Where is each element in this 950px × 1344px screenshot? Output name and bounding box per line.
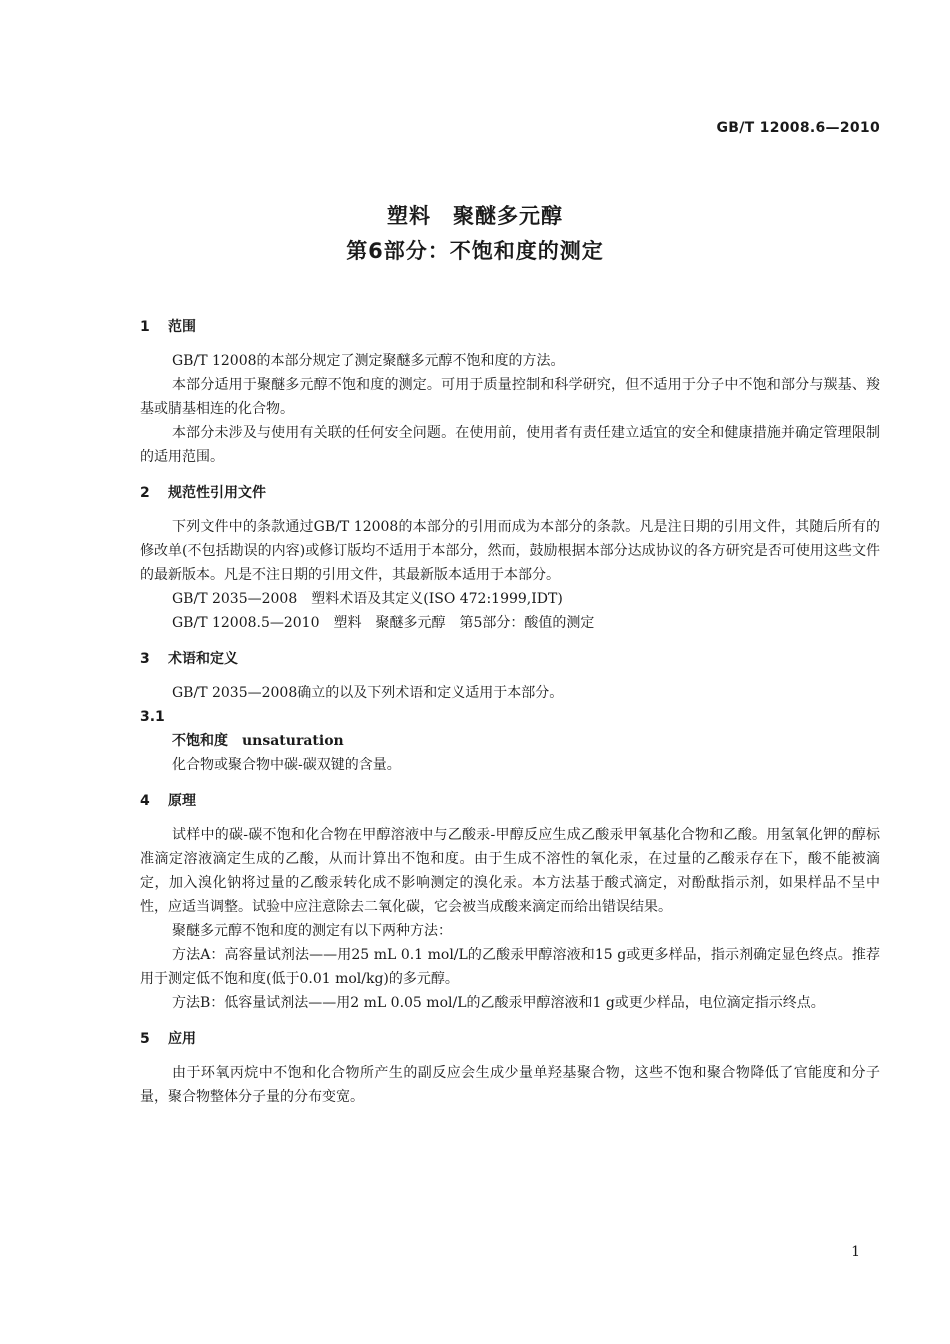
paragraph: GB/T 2035—2008确立的以及下列术语和定义适用于本部分。 xyxy=(172,685,564,701)
document-subtitle: 第6部分：不饱和度的测定 xyxy=(346,239,604,263)
paragraph: 方法B：低容量试剂法——用2 mL 0.05 mol/L的乙酸汞甲醇溶液和1 g或更少样品，电位滴定指示终点。 xyxy=(172,995,825,1011)
paragraph: 聚醚多元醇不饱和度的测定有以下两种方法： xyxy=(172,923,452,939)
paragraph: 由于环氧丙烷中不饱和化合物所产生的副反应会生成少量单羟基聚合物，这些不饱和聚合物降低了官能度和分子量，聚合物整体分子量的分布变宽。 xyxy=(140,1065,880,1105)
document-title: 塑料 聚醚多元醇 xyxy=(387,204,563,228)
section-3-heading xyxy=(140,647,880,671)
paragraph: GB/T 12008的本部分规定了测定聚醚多元醇不饱和度的方法。 xyxy=(172,353,565,369)
standard-number: GB/T 12008.6—2010 xyxy=(716,120,880,136)
document-body xyxy=(140,315,880,1109)
section-title: 术语和定义 xyxy=(168,651,238,667)
term-entry: 不饱和度 unsaturation xyxy=(172,733,344,749)
paragraph: 本部分适用于聚醚多元醇不饱和度的测定。可用于质量控制和科学研究，但不适用于分子中不饱和部分与羰基、羧基或腈基相连的化合物。 xyxy=(140,377,880,417)
section-1-heading xyxy=(140,315,880,339)
section-5-heading xyxy=(140,1027,880,1051)
section-number: 1 xyxy=(140,319,150,335)
section-number: 5 xyxy=(140,1031,150,1047)
term-definition: 化合物或聚合物中碳-碳双键的含量。 xyxy=(172,757,401,773)
section-title: 应用 xyxy=(168,1031,196,1047)
paragraph: 试样中的碳-碳不饱和化合物在甲醇溶液中与乙酸汞-甲醇反应生成乙酸汞甲氧基化合物和乙酸。用氢氧化钾的醇标准滴定溶液滴定生成的乙酸，从而计算出不饱和度。由于生成不溶性的氧化汞，在过量的乙酸汞存在下，酸不能被滴定，加入溴化钠将过量的乙酸汞转化成不影响测定的溴化汞。本方法基于酸式滴定，对酚酞指示剂，如果样品不呈中性，应适当调整。试验中应注意除去二氧化碳，它会被当成酸来滴定而给出错误结果。 xyxy=(140,827,880,915)
section-4-heading xyxy=(140,789,880,813)
section-title: 规范性引用文件 xyxy=(168,485,266,501)
section-title: 范围 xyxy=(168,319,196,335)
section-title: 原理 xyxy=(168,793,196,809)
page-number: 1 xyxy=(851,1244,860,1260)
reference-item: GB/T 2035—2008 塑料术语及其定义(ISO 472:1999,IDT) xyxy=(172,591,563,607)
paragraph: 下列文件中的条款通过GB/T 12008的本部分的引用而成为本部分的条款。凡是注日期的引用文件，其随后所有的修改单(不包括勘误的内容)或修订版均不适用于本部分，然而，鼓励根据本部分达成协议的各方研究是否可使用这些文件的最新版本。凡是不注日期的引用文件，其最新版本适用于本部分。 xyxy=(140,519,880,583)
section-number: 2 xyxy=(140,485,150,501)
paragraph: 方法A：高容量试剂法——用25 mL 0.1 mol/L的乙酸汞甲醇溶液和15 g或更多样品，指示剂确定显色终点。推荐用于测定低不饱和度(低于0.01 mol/kg)的多元醇。 xyxy=(140,947,880,987)
reference-item: GB/T 12008.5—2010 塑料 聚醚多元醇 第5部分：酸值的测定 xyxy=(172,615,595,631)
section-number: 3 xyxy=(140,651,150,667)
subsection-number: 3.1 xyxy=(140,709,165,725)
paragraph: 本部分未涉及与使用有关联的任何安全问题。在使用前，使用者有责任建立适宜的安全和健康措施并确定管理限制的适用范围。 xyxy=(140,425,880,465)
section-2-heading xyxy=(140,481,880,505)
section-number: 4 xyxy=(140,793,150,809)
